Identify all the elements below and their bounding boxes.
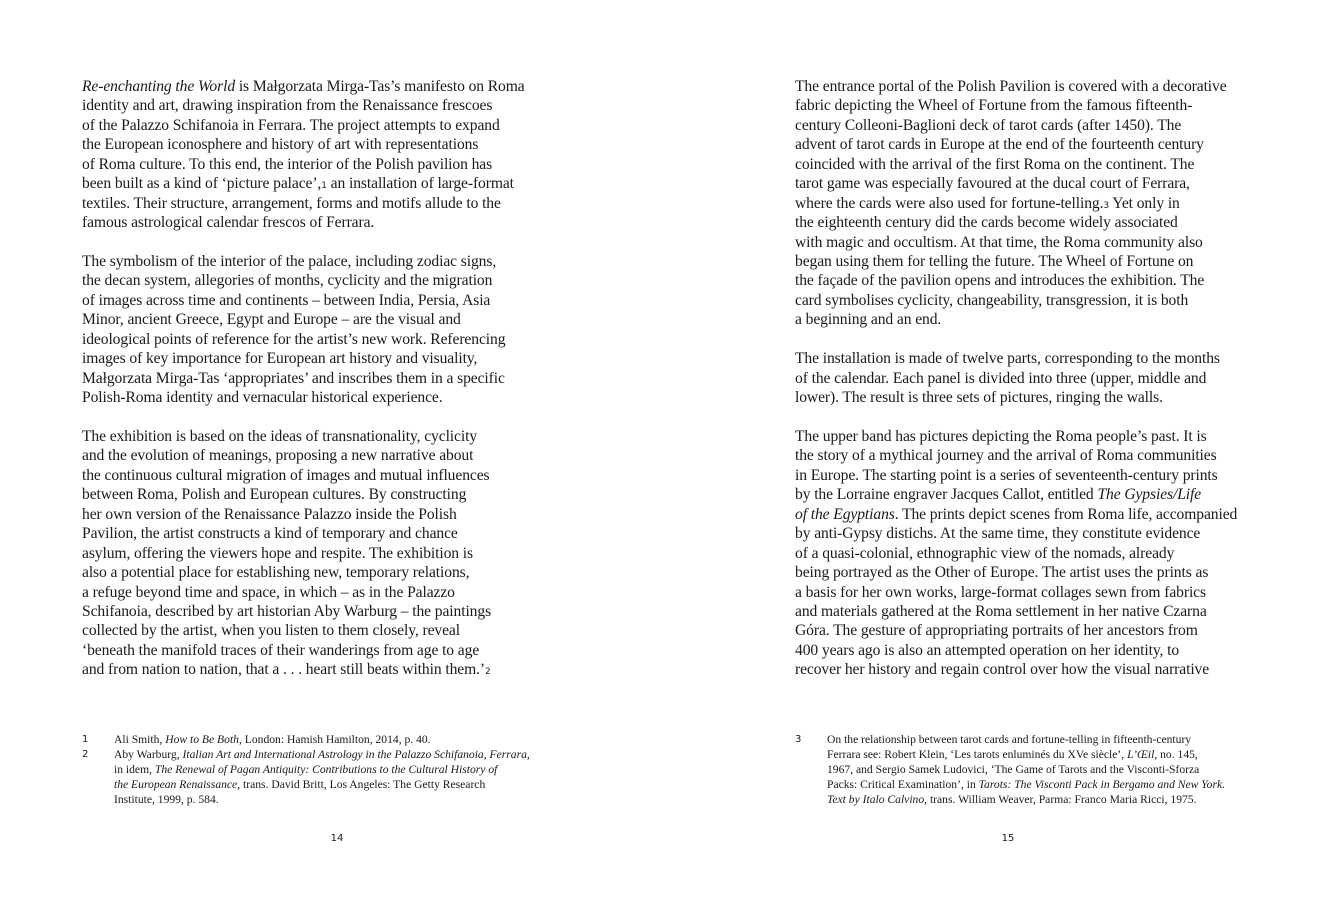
italic-text: The Gypsies/Life [1097, 486, 1202, 504]
footnote-line [827, 747, 1225, 762]
footnote-reference[interactable]: 1 [321, 181, 327, 192]
text-line [795, 213, 1285, 232]
text-segment: , London: Hamish Hamilton, 2014, p. 40. [238, 733, 431, 746]
text-line [82, 310, 572, 329]
page-number-right: 15 [1001, 833, 1015, 844]
text-segment: , trans. David Britt, Los Angeles: The Getty Research [237, 778, 486, 792]
text-line [795, 621, 1285, 640]
text-line [82, 544, 572, 563]
text-segment: textiles. Their structure, arrangement, forms and motifs allude to the [82, 194, 501, 212]
text-line [795, 427, 1285, 446]
text-segment: recover her history and regain control over how the visual narrative [795, 661, 1210, 679]
text-segment: Pavilion, the artist constructs a kind of temporary and chance [82, 525, 458, 543]
text-segment: of the calendar. Each panel is divided into three (upper, middle and [795, 369, 1207, 387]
italic-text: L’Œil [1127, 748, 1155, 762]
text-line [82, 427, 572, 446]
text-segment: On the relationship between tarot cards and fortune-telling in fifteenth-century [827, 733, 1192, 746]
italic-text: How to Be Both [165, 733, 239, 746]
text-line [795, 563, 1285, 582]
text-segment: the eighteenth century did the cards become widely associated [795, 214, 1178, 232]
text-segment: lower). The result is three sets of pictures, ringing the walls. [795, 389, 1163, 407]
text-segment: between Roma, Polish and European cultures. By constructing [82, 486, 467, 504]
text-segment: the decan system, allegories of months, cyclicity and the migration [82, 272, 493, 290]
text-line [795, 641, 1285, 660]
text-segment: the story of a mythical journey and the arrival of Roma communities [795, 447, 1217, 465]
text-line [795, 252, 1285, 271]
text-segment: collected by the artist, when you listen to them closely, reveal [82, 622, 460, 640]
text-line [82, 369, 572, 388]
text-line [82, 602, 572, 621]
text-segment: famous astrological calendar frescos of Ferrara. [82, 214, 375, 232]
text-segment: ‘beneath the manifold traces of their wanderings from age to age [82, 641, 480, 659]
text-line [795, 135, 1285, 154]
text-segment: the façade of the pavilion opens and introduces the exhibition. The [795, 272, 1205, 290]
text-line [82, 349, 572, 368]
text-segment: ideological points of reference for the artist’s new work. Referencing [82, 330, 506, 348]
text-segment: asylum, offering the viewers hope and respite. The exhibition is [82, 544, 474, 562]
text-line [795, 271, 1285, 290]
text-segment: , trans. William Weaver, Parma: Franco Maria Ricci, 1975. [924, 793, 1197, 807]
footnote-line [114, 762, 530, 777]
text-segment: a beginning and an end. [795, 311, 942, 329]
footnote-line [114, 732, 431, 747]
text-line [795, 77, 1285, 96]
text-line [82, 155, 572, 174]
text-line [82, 194, 572, 213]
footnote-line [114, 792, 530, 807]
italic-text: Text by Italo Calvino [827, 793, 925, 807]
footnote [82, 732, 562, 747]
text-line [82, 135, 572, 154]
text-segment: her own version of the Renaissance Palazzo inside the Polish [82, 505, 457, 523]
paragraph [795, 77, 1285, 330]
text-line [82, 77, 572, 96]
text-segment: by anti-Gypsy distichs. At the same time, they constitute evidence [795, 525, 1201, 543]
footnote-number: 2 [82, 749, 89, 761]
text-line [795, 291, 1285, 310]
text-segment: The symbolism of the interior of the palace, including zodiac signs, [82, 253, 497, 270]
text-line [82, 660, 572, 679]
text-line [795, 174, 1285, 193]
text-segment: Minor, ancient Greece, Egypt and Europe – are the visual and [82, 311, 461, 329]
text-line [82, 485, 572, 504]
text-segment: with magic and occultism. At that time, the Roma community also [795, 233, 1203, 251]
text-segment: is Małgorzata Mirga-Tas’s manifesto on Roma [235, 78, 525, 95]
text-line [795, 155, 1285, 174]
text-segment: card symbolises cyclicity, changeability, transgression, it is both [795, 291, 1189, 309]
text-segment: and materials gathered at the Roma settlement in her native Czarna [795, 602, 1207, 620]
text-line [795, 194, 1285, 213]
text-segment: where the cards were also used for fortune-telling. [795, 194, 1104, 212]
text-segment: The installation is made of twelve parts, corresponding to the months [795, 350, 1220, 368]
text-segment: , no. 145, [1154, 748, 1198, 762]
footnote-line [114, 777, 530, 792]
text-segment: in idem, [114, 763, 155, 777]
text-segment: a refuge beyond time and space, in which – as in the Palazzo [82, 583, 455, 601]
text-line [795, 369, 1285, 388]
text-segment: tarot game was especially favoured at the ducal court of Ferrara, [795, 175, 1190, 193]
text-line [82, 524, 572, 543]
italic-text: of the Egyptians [795, 505, 895, 523]
text-segment: The upper band has pictures depicting the Roma people’s past. It is [795, 428, 1207, 445]
text-line [82, 271, 572, 290]
text-line [82, 583, 572, 602]
text-line [82, 563, 572, 582]
text-line [795, 349, 1285, 368]
text-segment: 400 years ago is also an attempted operation on her identity, to [795, 641, 1180, 659]
text-line [795, 446, 1285, 465]
paragraph [82, 77, 572, 233]
text-line [795, 602, 1285, 621]
text-segment: Aby Warburg, [114, 748, 183, 762]
text-line [795, 583, 1285, 602]
text-segment: Schifanoia, described by art historian Aby Warburg – the paintings [82, 602, 492, 620]
italic-text: the European Renaissance [114, 778, 238, 792]
footnote-line [827, 732, 1225, 747]
footnote-line [114, 747, 530, 762]
text-segment: Polish-Roma identity and vernacular historical experience. [82, 389, 443, 407]
text-segment: . The prints depict scenes from Roma life, accompanied [894, 505, 1238, 523]
text-segment: being portrayed as the Other of Europe. The artist uses the prints as [795, 564, 1209, 582]
text-segment: a basis for her own works, large-format collages sewn from fabrics [795, 583, 1206, 601]
text-line [795, 524, 1285, 543]
text-line [795, 96, 1285, 115]
footnote-line [827, 762, 1225, 777]
text-segment: advent of tarot cards in Europe at the end of the fourteenth century [795, 136, 1204, 154]
text-segment: identity and art, drawing inspiration from the Renaissance frescoes [82, 97, 493, 115]
text-segment: of images across time and continents – between India, Persia, Asia [82, 291, 491, 309]
text-segment: The exhibition is based on the ideas of transnationality, cyclicity [82, 428, 478, 445]
text-line [795, 505, 1285, 524]
right-page-body [795, 77, 1285, 699]
text-line [82, 330, 572, 349]
text-segment: 1967, and Sergio Samek Ludovici, ‘The Game of Tarots and the Visconti-Sforza [827, 763, 1200, 777]
text-line [82, 641, 572, 660]
text-segment: and from nation to nation, that a . . . heart still beats within them.’ [82, 661, 486, 679]
text-segment: Góra. The gesture of appropriating portraits of her ancestors from [795, 622, 1198, 640]
footnote [82, 747, 562, 807]
italic-text: Italian Art and International Astrology in the Palazzo Schifanoia, Ferrara, [182, 748, 530, 762]
text-segment: an installation of large-format [326, 175, 514, 193]
text-segment: in Europe. The starting point is a series of seventeenth-century prints [795, 466, 1218, 484]
text-line [82, 505, 572, 524]
text-segment: images of key importance for European art history and visuality, [82, 350, 478, 368]
text-segment: the continuous cultural migration of images and mutual influences [82, 466, 490, 484]
text-line [795, 116, 1285, 135]
text-line [82, 466, 572, 485]
text-segment: of Roma culture. To this end, the interior of the Polish pavilion has [82, 155, 493, 173]
text-line [795, 233, 1285, 252]
text-segment: Packs: Critical Examination’, in [827, 778, 979, 792]
text-segment: Institute, 1999, p. 584. [114, 793, 219, 807]
paragraph [82, 427, 572, 680]
text-segment: century Colleoni-Baglioni deck of tarot cards (after 1450). The [795, 116, 1182, 134]
text-line [795, 485, 1285, 504]
text-line [82, 388, 572, 407]
text-line [82, 96, 572, 115]
right-footnotes [795, 732, 1275, 807]
text-segment: The entrance portal of the Polish Pavilion is covered with a decorative [795, 78, 1227, 95]
text-line [82, 621, 572, 640]
text-line [795, 388, 1285, 407]
footnote-number: 3 [795, 734, 802, 745]
italic-text: Re-enchanting the World [82, 78, 236, 95]
left-footnotes [82, 732, 562, 807]
text-line [795, 544, 1285, 563]
italic-text: The Renewal of Pagan Antiquity: Contributions to the Cultural History of [154, 763, 498, 777]
text-segment: and the evolution of meanings, proposing a new narrative about [82, 447, 474, 465]
paragraph [795, 427, 1285, 680]
text-segment: been built as a kind of ‘picture palace’, [82, 175, 322, 193]
page-number-left: 14 [330, 833, 344, 844]
left-page-body [82, 77, 572, 699]
text-segment: coincided with the arrival of the first Roma on the continent. The [795, 155, 1195, 173]
paragraph [82, 252, 572, 408]
text-segment: Ali Smith, [114, 733, 166, 746]
text-line [82, 174, 572, 193]
footnote-line [827, 792, 1225, 807]
text-segment: by the Lorraine engraver Jacques Callot, entitled [795, 486, 1098, 504]
paragraph [795, 349, 1285, 407]
italic-text: Tarots: The Visconti Pack in Bergamo and New York. [978, 778, 1226, 792]
text-segment: the European iconosphere and history of art with representations [82, 136, 479, 154]
text-line [82, 213, 572, 232]
text-segment: also a potential place for establishing new, temporary relations, [82, 564, 470, 582]
text-segment: Yet only in [1109, 194, 1180, 212]
text-segment: Małgorzata Mirga-Tas ‘appropriates’ and inscribes them in a specific [82, 369, 505, 387]
text-line [795, 660, 1285, 679]
text-segment: of a quasi-colonial, ethnographic view of the nomads, already [795, 544, 1175, 562]
text-line [82, 252, 572, 271]
text-segment: fabric depicting the Wheel of Fortune from the famous fifteenth- [795, 97, 1193, 115]
text-line [795, 466, 1285, 485]
text-line [795, 310, 1285, 329]
text-line [82, 116, 572, 135]
text-segment: Ferrara see: Robert Klein, ‘Les tarots enluminés du XVe siècle’, [827, 748, 1128, 762]
footnote-reference[interactable]: 3 [1103, 200, 1110, 211]
text-segment: of the Palazzo Schifanoia in Ferrara. The project attempts to expand [82, 116, 500, 134]
text-line [82, 291, 572, 310]
footnote-line [827, 777, 1225, 792]
footnote-number: 1 [82, 734, 89, 745]
footnote [795, 732, 1275, 807]
text-segment: began using them for telling the future. The Wheel of Fortune on [795, 252, 1194, 270]
footnote-reference[interactable]: 2 [485, 667, 491, 678]
text-line [82, 446, 572, 465]
